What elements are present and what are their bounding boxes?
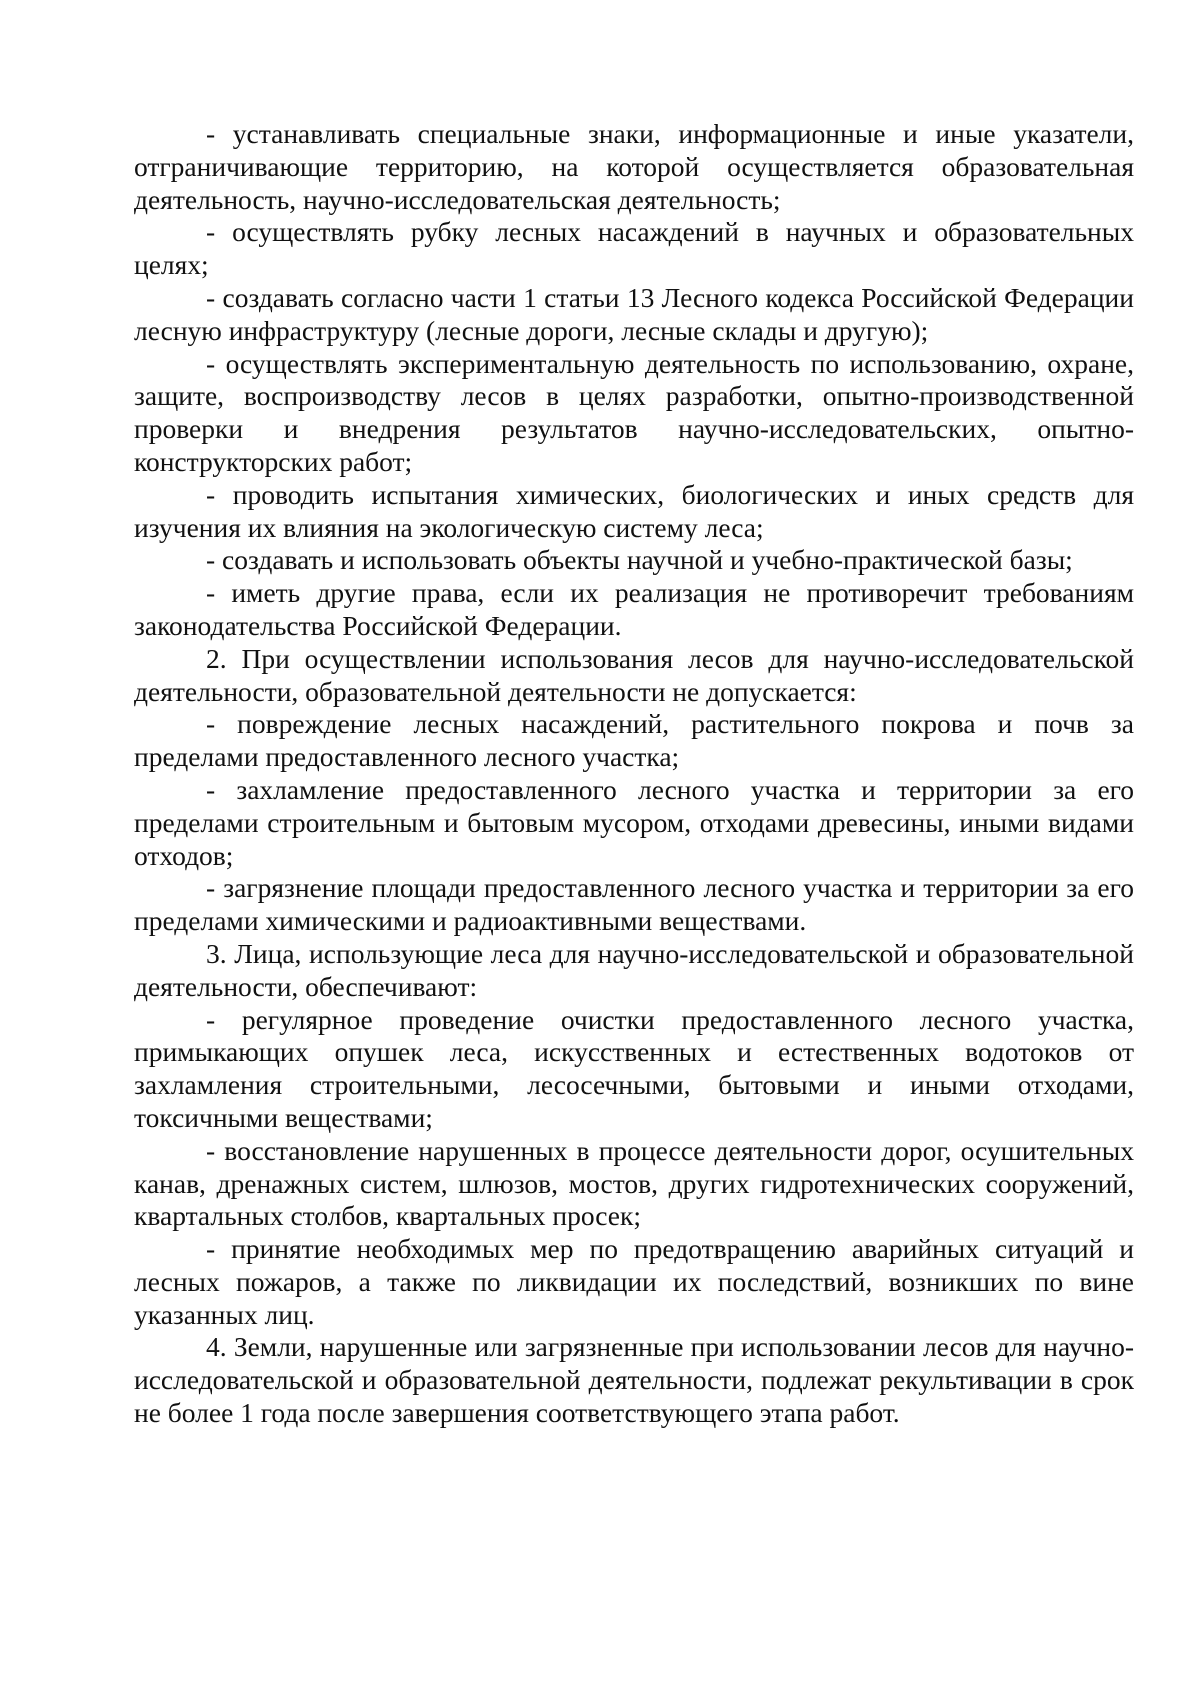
paragraph-signs: - устанавливать специальные знаки, информационные и иные указатели, отграничивающие территорию, на которой осуществляется образовательная деятельность, научно-исследовательская деятельность; — [134, 118, 1134, 215]
paragraph-section-3: 3. Лица, использующие леса для научно-исследовательской и образовательной деятельности, обеспечивают: — [134, 937, 1134, 1002]
paragraph-section-2: 2. При осуществлении использования лесов для научно-исследовательской деятельности, образовательной деятельности не допускается: — [134, 642, 1134, 707]
paragraph-pollution: - загрязнение площади предоставленного лесного участка и территории за его пределами химическими и радиоактивными веществами. — [134, 872, 1134, 937]
paragraph-emergency: - принятие необходимых мер по предотвращению аварийных ситуаций и лесных пожаров, а также по ликвидации их последствий, возникших по вине указанных лиц. — [134, 1233, 1134, 1330]
paragraph-experimental: - осуществлять экспериментальную деятельность по использованию, охране, защите, воспроизводству лесов в целях разработки, опытно-производственной проверки и внедрения результатов научно-исследовательских, опытно-конструкторских работ; — [134, 347, 1134, 477]
document-body — [134, 118, 1134, 1430]
paragraph-restoration: - восстановление нарушенных в процессе деятельности дорог, осушительных канав, дренажных систем, шлюзов, мостов, других гидротехнических сооружений, квартальных столбов, квартальных просек; — [134, 1134, 1134, 1232]
paragraph-facilities: - создавать и использовать объекты научной и учебно-практической базы; — [206, 544, 1073, 576]
paragraph-infrastructure: - создавать согласно части 1 статьи 13 Лесного кодекса Российской Федерации лесную инфраструктуру (лесные дороги, лесные склады и другую); — [134, 281, 1134, 346]
paragraph-testing: - проводить испытания химических, биологических и иных средств для изучения их влияния на экологическую систему леса; — [134, 478, 1134, 543]
paragraph-logging: - осуществлять рубку лесных насаждений в научных и образовательных целях; — [134, 216, 1134, 281]
paragraph-littering: - захламление предоставленного лесного участка и территории за его пределами строительным и бытовым мусором, отходами древесины, иными видами отходов; — [134, 773, 1134, 871]
paragraph-cleaning: - регулярное проведение очистки предоставленного лесного участка, примыкающих опушек леса, искусственных и естественных водотоков от захламления строительными, лесосечными, бытовыми и иными отходами, токсичными веществами; — [134, 1003, 1134, 1133]
paragraph-damage: - повреждение лесных насаждений, растительного покрова и почв за пределами предоставленного лесного участка; — [134, 708, 1134, 773]
paragraph-other-rights: - иметь другие права, если их реализация не противоречит требованиям законодательства Российской Федерации. — [134, 577, 1134, 641]
paragraph-section-4: 4. Земли, нарушенные или загрязненные при использовании лесов для научно-исследовательской и образовательной деятельности, подлежат рекультивации в срок не более 1 года после завершения соответствующего этапа работ. — [134, 1331, 1134, 1429]
